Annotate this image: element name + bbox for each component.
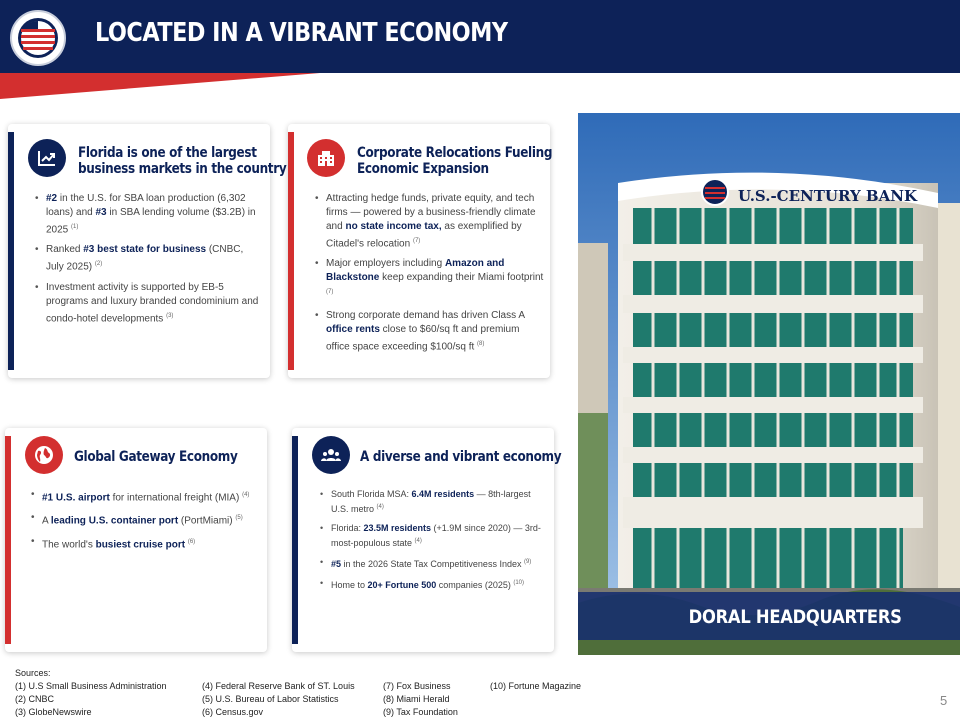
list-item: • Investment activity is supported by EB-5 programs and luxury branded condominium and condo-hotel developments $^{(3)}$ — [34, 281, 262, 326]
header-swoosh — [0, 73, 320, 99]
source-item: (9) Tax Foundation — [383, 707, 458, 717]
list-item: • Attracting hedge funds, private equity, and tech firms — powered by a business-friendly climate and no state income tax, as exemplified by Citadel's relocation $^{(7)}$ — [314, 192, 544, 251]
globe-icon — [25, 436, 63, 474]
card-title: A diverse and vibrant economy — [360, 449, 562, 465]
card-accent-bar — [288, 132, 294, 370]
list-item: • The world's busiest cruise port $^{(6)}$ — [30, 535, 264, 552]
card-diverse-economy — [292, 428, 562, 652]
sources-col-4 — [490, 680, 581, 693]
list-item: • #1 U.S. airport for international freight (MIA) $^{(4)}$ — [30, 488, 264, 505]
photo-caption-banner — [578, 592, 960, 640]
list-item: • Florida: 23.5M residents (+1.9M since 2020) — 3rd-most-populous state $^{(4)}$ — [319, 522, 549, 550]
card-florida-market — [8, 124, 287, 378]
list-item: • #2 in the U.S. for SBA loan production (6,302 loans) and #3 in SBA lending volume ($3.2B) in 2025 $^{(1)}$ — [34, 192, 262, 237]
list-item: • Strong corporate demand has driven Class A office rents close to $60/sq ft and premium office space exceeding $100/sq ft $^{(8)}$ — [314, 309, 544, 354]
card-title: Corporate Relocations Fueling Economic Expansion — [357, 145, 553, 177]
office-building-icon — [307, 139, 345, 177]
source-item: (10) Fortune Magazine — [490, 681, 582, 691]
card-global-gateway — [5, 428, 267, 652]
headquarters-photo — [578, 113, 960, 655]
card-corporate-relocations — [288, 124, 553, 378]
trend-chart-icon — [28, 139, 66, 177]
sources-col-3 — [383, 680, 458, 719]
source-item: (3) GlobeNewswire — [15, 707, 92, 717]
bullet-list — [30, 488, 264, 558]
sources-col-1 — [15, 667, 167, 719]
header-banner — [0, 0, 960, 73]
sources-col-2 — [202, 680, 355, 719]
card-accent-bar — [8, 132, 14, 370]
people-group-icon — [312, 436, 350, 474]
list-item: • Ranked #3 best state for business (CNBC, July 2025) $^{(2)}$ — [34, 243, 262, 274]
list-item: • #5 in the 2026 State Tax Competitiveness Index $^{(9)}$ — [319, 556, 549, 571]
photo-caption: DORAL HEADQUARTERS — [689, 606, 902, 628]
list-item: • Major employers including Amazon and Blackstone keep expanding their Miami footprint $^{(7)}$ — [314, 257, 544, 302]
company-logo — [10, 10, 66, 66]
list-item: • Home to 20+ Fortune 500 companies (2025) $^{(10)}$ — [319, 577, 549, 592]
sources-heading: Sources: — [15, 668, 51, 678]
source-item: (7) Fox Business — [383, 681, 451, 691]
list-item: • A leading U.S. container port (PortMiami) $^{(5)}$ — [30, 511, 264, 528]
source-item: (8) Miami Herald — [383, 694, 450, 704]
source-item: (4) Federal Reserve Bank of ST. Louis — [202, 681, 355, 691]
source-item: (2) CNBC — [15, 694, 55, 704]
list-item: • South Florida MSA: 6.4M residents — 8th-largest U.S. metro $^{(4)}$ — [319, 488, 549, 516]
source-item: (6) Census.gov — [202, 707, 264, 717]
page-number: 5 — [940, 693, 948, 708]
source-item: (1) U.S Small Business Administration — [15, 681, 167, 691]
source-item: (5) U.S. Bureau of Labor Statistics — [202, 694, 339, 704]
bullet-list — [34, 192, 262, 332]
bullet-list — [314, 192, 544, 360]
card-title: Global Gateway Economy — [74, 449, 238, 465]
card-accent-bar — [292, 436, 298, 644]
card-title: Florida is one of the largest business markets in the country — [78, 145, 287, 177]
building-sign: U.S.-CENTURY BANK — [738, 187, 917, 205]
card-accent-bar — [5, 436, 11, 644]
page-title: LOCATED IN A VIBRANT ECONOMY — [95, 18, 508, 48]
bullet-list — [319, 488, 549, 598]
